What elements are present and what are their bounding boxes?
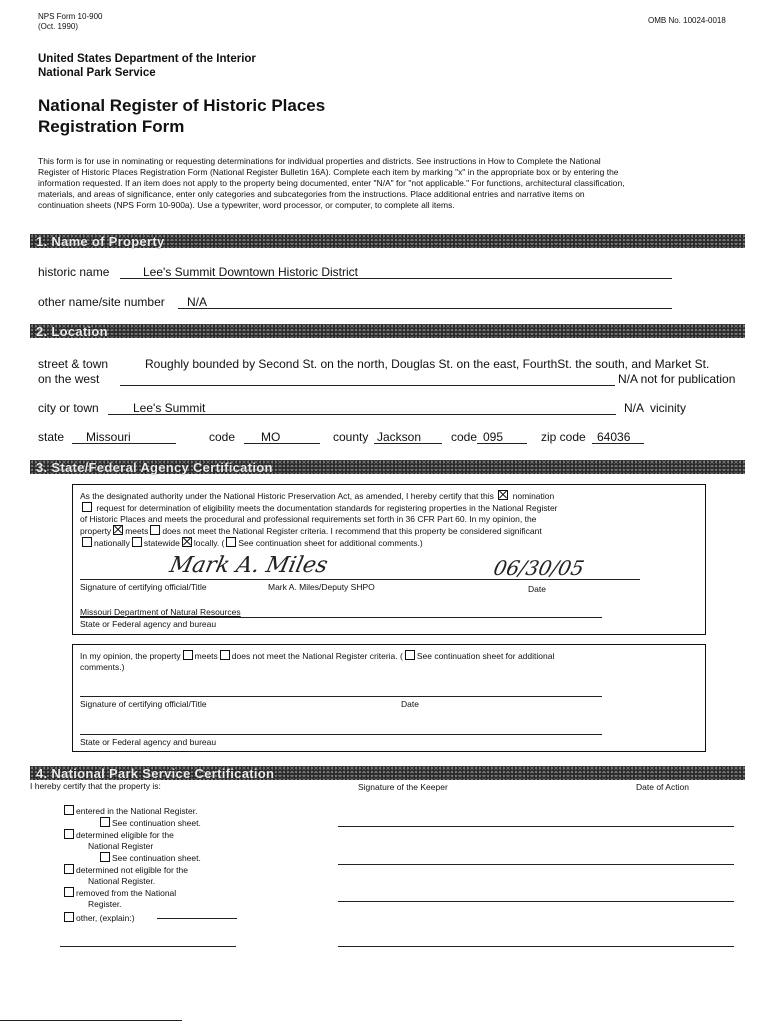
street-label: street & town xyxy=(38,357,109,371)
keeper-line-3[interactable] xyxy=(338,901,734,902)
section-4-header: 4. National Park Service Certification xyxy=(30,766,745,780)
keeper-label: Signature of the Keeper xyxy=(358,782,448,792)
request-checkbox[interactable] xyxy=(82,502,92,512)
removed-checkbox[interactable] xyxy=(64,887,74,897)
signature2-line[interactable] xyxy=(80,696,602,697)
not-for-publication[interactable]: N/A not for publication xyxy=(618,372,736,386)
statewide-checkbox[interactable] xyxy=(132,537,142,547)
page-subtitle: Registration Form xyxy=(38,117,185,136)
page-title: National Register of Historic Places xyxy=(38,96,326,115)
agency-line xyxy=(80,617,602,618)
nationally-checkbox[interactable] xyxy=(82,537,92,547)
eligible-continuation-checkbox[interactable] xyxy=(100,852,110,862)
other-name-line xyxy=(178,308,672,309)
vicinity[interactable]: N/A vicinity xyxy=(624,401,687,415)
historic-name-value[interactable]: Lee's Summit Downtown Historic District xyxy=(143,265,359,279)
locally-checkbox[interactable] xyxy=(182,537,192,547)
zip-label: zip code xyxy=(541,430,586,444)
county-label: county xyxy=(333,430,369,444)
agency-label: State or Federal agency and bureau xyxy=(80,619,217,629)
date2-label: Date xyxy=(401,699,419,709)
county-code-label: code xyxy=(451,430,478,444)
street-line xyxy=(120,385,615,386)
street-label-2: on the west xyxy=(38,372,100,386)
date-label: Date xyxy=(528,584,546,594)
certify-label: I hereby certify that the property is: xyxy=(30,781,161,791)
keeper-line-1[interactable] xyxy=(338,826,734,827)
intro-paragraph: This form is for use in nominating or requesting determinations for individual properties and districts. See instructions in How to Complete the National Register of Historic Places Registration Form (National Register Bulletin 16A). Complete each item by marking "x" in the appropriate box or by entering the information requested. If an item does not apply to the property being documented, enter "N/A" for "not applicable." For functions, architectural classification, materials, and areas of significance, enter only categories and subcategories from the instructions. Place additional entries and narrative items on continuation sheets (NPS Form 10-900a). Use a typewriter, word processor, or computer, to complete all items. xyxy=(38,156,625,210)
date-of-action-label: Date of Action xyxy=(636,782,689,792)
opinion-continuation-checkbox[interactable] xyxy=(405,650,415,660)
determined-eligible-checkbox[interactable] xyxy=(64,829,74,839)
signature-image: Mark A. Miles xyxy=(167,553,330,578)
signature2-label: Signature of certifying official/Title xyxy=(80,699,207,709)
determined-not-eligible-checkbox[interactable] xyxy=(64,864,74,874)
county-value[interactable]: Jackson xyxy=(377,430,422,444)
state-value[interactable]: Missouri xyxy=(86,430,131,444)
county-code-value[interactable]: 095 xyxy=(483,430,504,444)
section-2-header: 2. Location xyxy=(30,324,745,338)
other-line-2[interactable] xyxy=(60,946,236,947)
does-not-meet-checkbox[interactable] xyxy=(150,525,160,535)
state-code-label: code xyxy=(209,430,236,444)
omb-number: OMB No. 10024-0018 xyxy=(648,16,726,25)
form-date: (Oct. 1990) xyxy=(38,22,79,31)
signature-line xyxy=(80,579,640,580)
state-code-line xyxy=(244,443,320,444)
certification-text: As the designated authority under the National Historic Preservation Act, as amended, I hereby certify that this nomination request for determination of eligibility meets the documentation standards for registering properties in the National Register of Historic Places and meets the procedural and professional requirements set forth in 36 CFR Part 60. In my opinion, the property meets does not meet the National Register criteria. I recommend that this property be considered significant nationally statewide locally. ( See continuation sheet for additional comments.) xyxy=(80,491,558,548)
entered-checkbox[interactable] xyxy=(64,805,74,815)
agency2-line[interactable] xyxy=(80,734,602,735)
nps-options: entered in the National Register. See continuation sheet. determined eligible for the National Register See continuation sheet. determined not eligible for the National Register. removed from the National Register. other, (explain:) xyxy=(62,805,201,924)
city-label: city or town xyxy=(38,401,99,415)
signature-label: Signature of certifying official/Title xyxy=(80,582,207,592)
opinion-meets-checkbox[interactable] xyxy=(183,650,193,660)
zip-value[interactable]: 64036 xyxy=(597,430,631,444)
entered-continuation-checkbox[interactable] xyxy=(100,817,110,827)
state-code-value[interactable]: MO xyxy=(261,430,281,444)
other-checkbox[interactable] xyxy=(64,912,74,922)
agency2-label: State or Federal agency and bureau xyxy=(80,737,217,747)
other-explain-line[interactable] xyxy=(157,918,237,919)
continuation-checkbox[interactable] xyxy=(226,537,236,547)
other-name-label: other name/site number xyxy=(38,295,165,309)
service-name: National Park Service xyxy=(38,67,156,79)
form-number: NPS Form 10-900 xyxy=(38,12,103,21)
state-label: state xyxy=(38,430,65,444)
meets-checkbox[interactable] xyxy=(113,525,123,535)
agency-value[interactable]: Missouri Department of Natural Resources xyxy=(80,607,241,617)
opinion-text: In my opinion, the property meets does not meet the National Register criteria. ( See continuation sheet for additional comments.) xyxy=(80,651,555,672)
keeper-line-4[interactable] xyxy=(338,946,734,947)
nomination-checkbox[interactable] xyxy=(498,490,508,500)
city-value[interactable]: Lee's Summit xyxy=(133,401,206,415)
footer-rule xyxy=(0,1020,182,1021)
opinion-not-meet-checkbox[interactable] xyxy=(220,650,230,660)
section-3-header: 3. State/Federal Agency Certification xyxy=(30,460,745,474)
other-name-value[interactable]: N/A xyxy=(187,295,208,309)
keeper-line-2[interactable] xyxy=(338,864,734,865)
street-value[interactable]: Roughly bounded by Second St. on the north, Douglas St. on the east, FourthSt. the south, and Market St. xyxy=(145,357,710,371)
section-1-header: 1. Name of Property xyxy=(30,234,745,248)
department-name: United States Department of the Interior xyxy=(38,53,256,65)
historic-name-label: historic name xyxy=(38,265,110,279)
signature-date-handwritten: 06/30/05 xyxy=(491,556,587,580)
signature-name: Mark A. Miles/Deputy SHPO xyxy=(268,582,375,592)
